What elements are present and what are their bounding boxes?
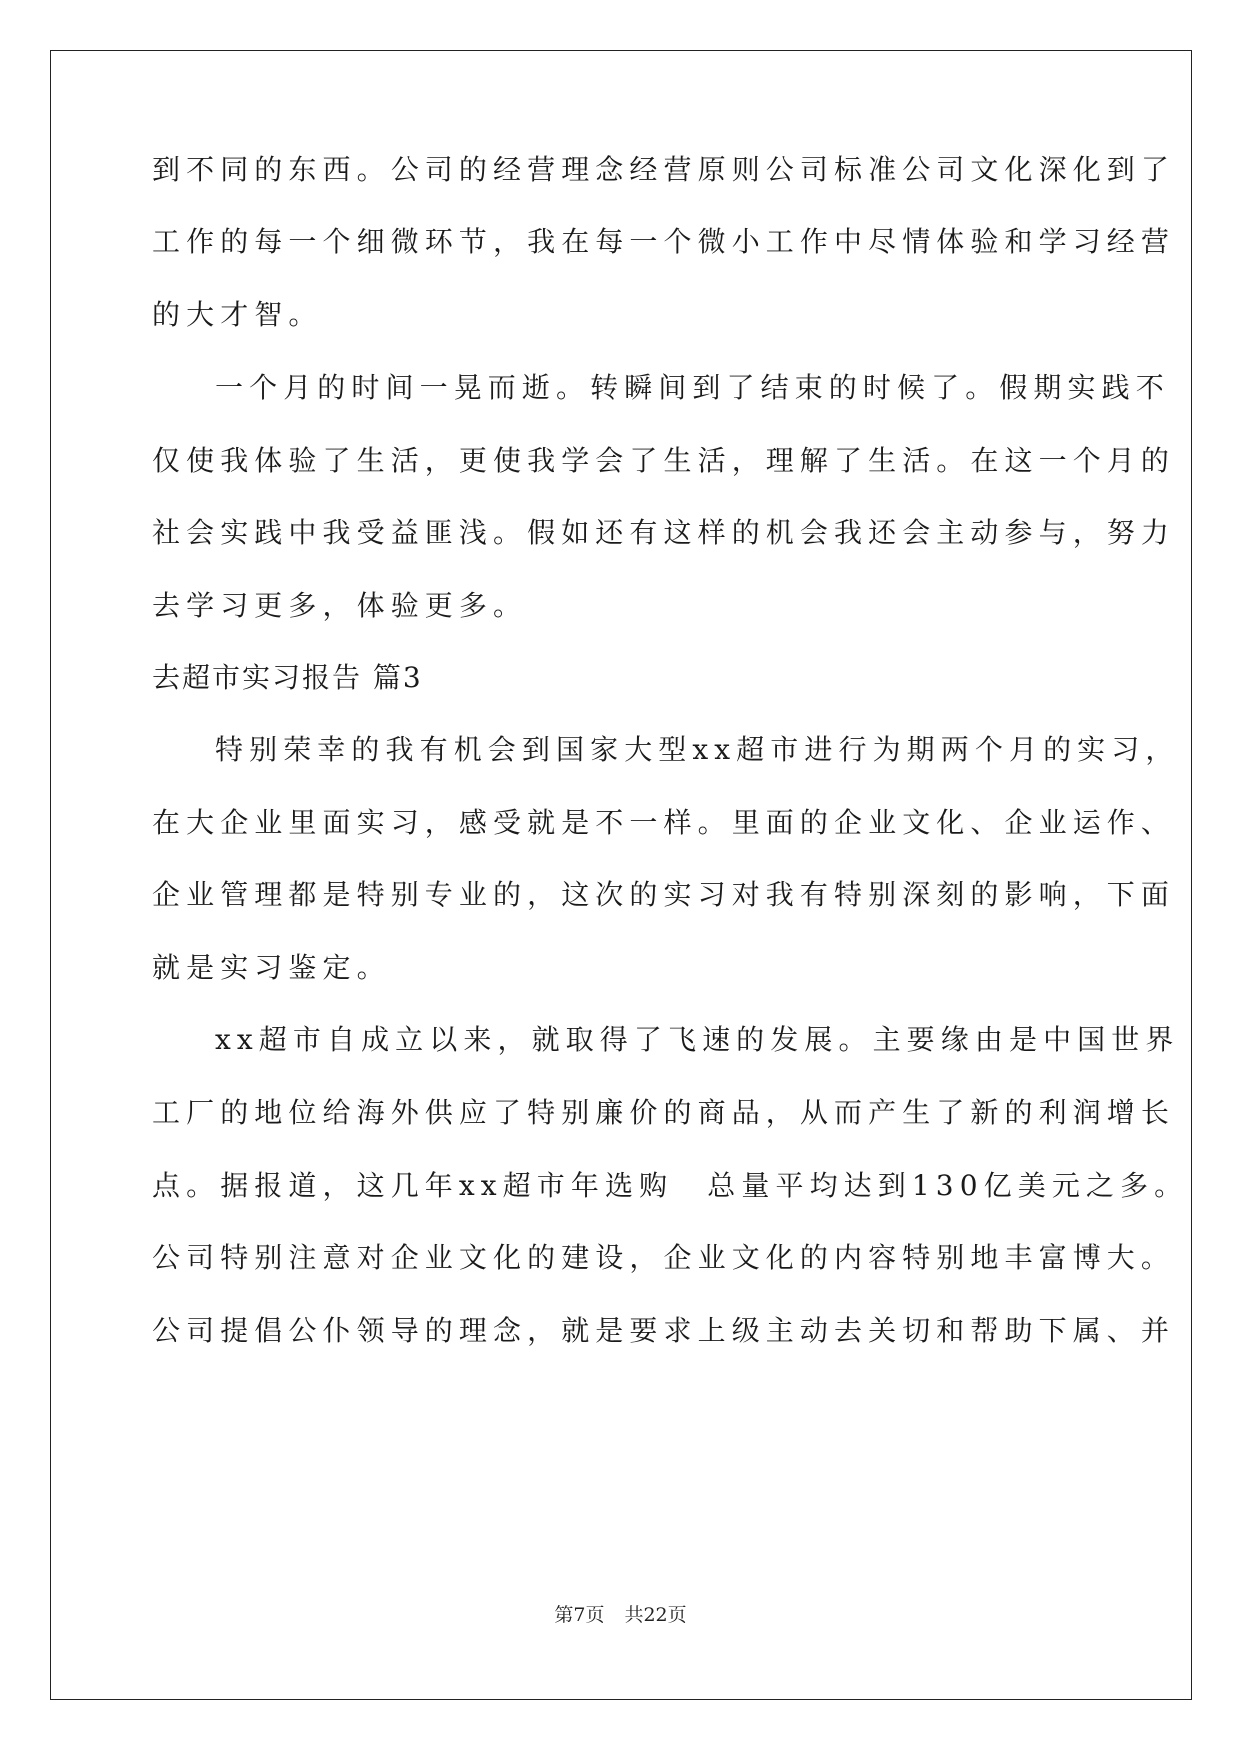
body-text-line: 去学习更多，体验更多。 <box>152 589 528 622</box>
body-text-line: 就是实习鉴定。 <box>152 951 391 984</box>
body-text-line: 工作的每一个细微环节，我在每一个微小工作中尽情体验和学习经营 <box>152 225 1176 258</box>
paragraph-first-line: xx超市自成立以来，就取得了飞速的发展。主要缘由是中国世界 <box>215 1023 1180 1056</box>
body-text-line: 公司提倡公仆领导的理念，就是要求上级主动去关切和帮助下属、并 <box>152 1314 1176 1347</box>
section-heading: 去超市实习报告 篇3 <box>152 661 423 694</box>
page-total: 共22页 <box>624 1604 687 1626</box>
body-text-line: 公司特别注意对企业文化的建设，企业文化的内容特别地丰富博大。 <box>152 1241 1176 1274</box>
paragraph-first-line: 一个月的时间一晃而逝。转瞬间到了结束的时候了。假期实践不 <box>215 371 1170 404</box>
body-text-line: 企业管理都是特别专业的，这次的实习对我有特别深刻的影响，下面 <box>152 878 1176 911</box>
body-text-line: 仅使我体验了生活，更使我学会了生活，理解了生活。在这一个月的 <box>152 444 1176 477</box>
page-number: 第7页 <box>554 1604 605 1626</box>
body-text-line: 到不同的东西。公司的经营理念经营原则公司标准公司文化深化到了 <box>152 153 1176 186</box>
body-text-line: 的大才智。 <box>152 298 323 331</box>
body-text-line: 点。据报道，这几年xx超市年选购 总量平均达到130亿美元之多。 <box>152 1169 1189 1202</box>
body-text-line: 在大企业里面实习，感受就是不一样。里面的企业文化、企业运作、 <box>152 806 1176 839</box>
body-text-line: 工厂的地位给海外供应了特别廉价的商品，从而产生了新的利润增长 <box>152 1096 1176 1129</box>
body-text-line: 社会实践中我受益匪浅。假如还有这样的机会我还会主动参与，努力 <box>152 516 1176 549</box>
paragraph-first-line: 特别荣幸的我有机会到国家大型xx超市进行为期两个月的实习， <box>215 733 1180 766</box>
page-footer <box>0 1602 1241 1628</box>
